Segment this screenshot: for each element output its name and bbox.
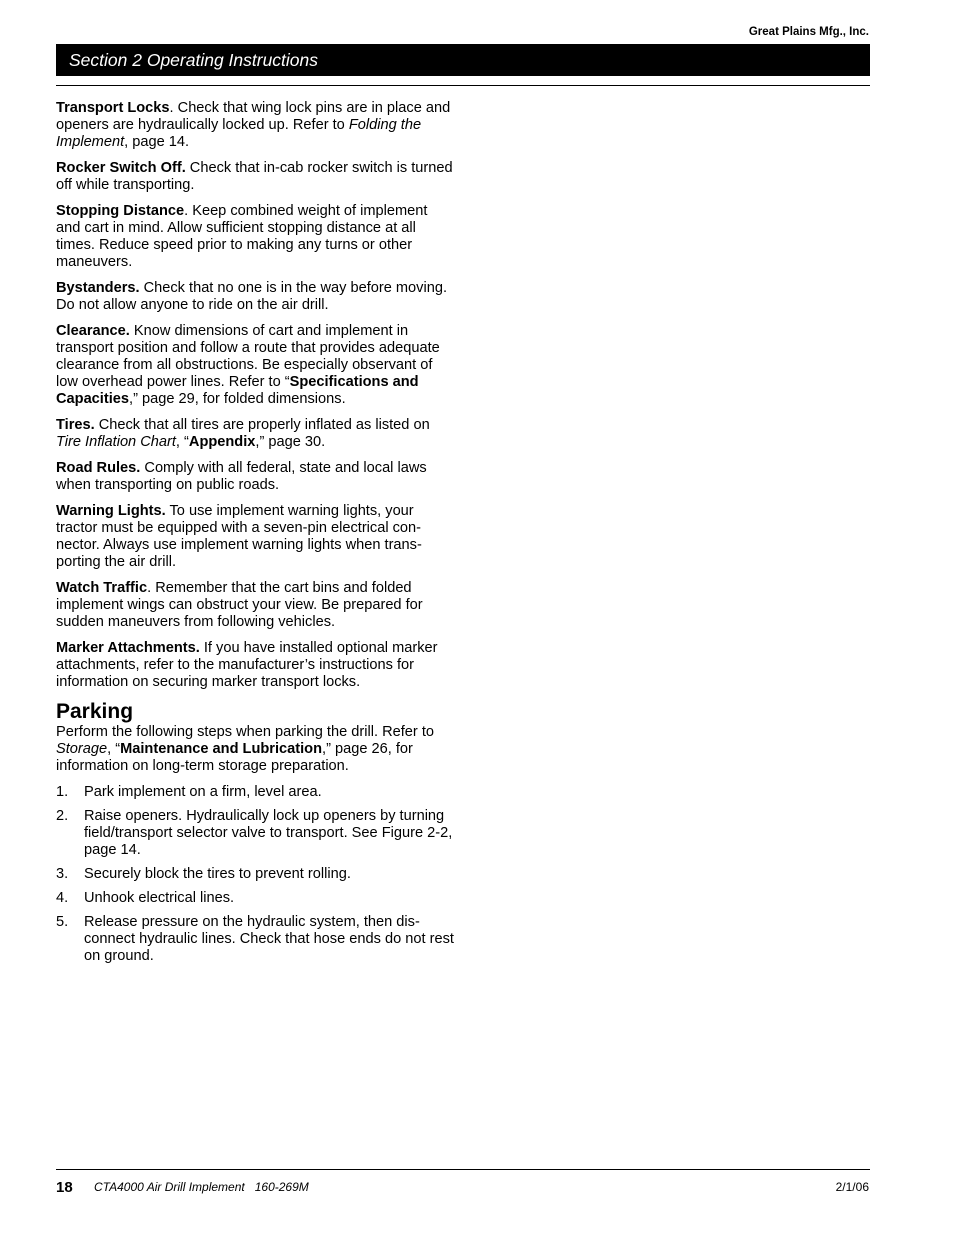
transport-rule — [56, 417, 454, 451]
transport-rule — [56, 100, 454, 151]
transport-rule — [56, 580, 454, 631]
parking-step — [56, 808, 454, 859]
step-text: Unhook electrical lines. — [84, 890, 235, 906]
text-run: , “ — [107, 741, 121, 757]
transport-rules — [56, 100, 454, 691]
text-column — [56, 100, 454, 972]
parking-step — [56, 914, 454, 965]
section-title: Section 2 Operating Instructions — [69, 50, 319, 70]
transport-rule — [56, 280, 454, 314]
rule-term: Bystanders. — [56, 280, 140, 296]
rule-term: Transport Locks — [56, 100, 170, 116]
reference-italic: Folding the Implement — [56, 117, 422, 150]
transport-rule — [56, 160, 454, 194]
text-run: Check that no one is in the way before moving. Do not allow anyone to ride on the air drill. — [56, 280, 447, 313]
rule-term: Tires. — [56, 417, 95, 433]
step-number: 1. — [56, 784, 69, 800]
parking-step — [56, 784, 454, 801]
parking-heading: Parking — [56, 700, 134, 723]
footer-rule — [56, 1169, 870, 1170]
text-run: Perform the following steps when parking the drill. Refer to — [56, 724, 434, 740]
transport-rule — [56, 503, 454, 571]
section-title-bar — [56, 44, 870, 76]
header-rule — [56, 85, 870, 86]
footer-title — [94, 1180, 309, 1194]
text-run: To use implement warning lights, your tractor must be equipped with a seven-pin electrical connector. Always use implement warning lights when transporting the air drill. — [56, 503, 422, 570]
transport-rule — [56, 323, 454, 408]
rule-term: Stopping Distance — [56, 203, 185, 219]
step-number: 5. — [56, 914, 69, 930]
transport-rule — [56, 203, 454, 271]
footer-date: 2/1/06 — [835, 1180, 869, 1194]
text-run: . Check that wing lock pins are in place and openers are hydraulically locked up. Refer to — [56, 100, 451, 133]
rule-term: Rocker Switch Off. — [56, 160, 186, 176]
step-text: Park implement on a firm, level area. — [84, 784, 322, 800]
page-number: 18 — [56, 1179, 73, 1196]
company-name: Great Plains Mfg., Inc. — [748, 26, 869, 38]
text-run: . Keep combined weight of implement and cart in mind. Allow sufficient stopping distance at all times. Reduce speed prior to making any turns or other maneuvers. — [56, 203, 428, 270]
parking-intro — [56, 724, 454, 775]
reference-italic: Storage — [56, 741, 108, 757]
step-number: 3. — [56, 866, 69, 882]
text-run: Comply with all federal, state and local laws when transporting on public roads. — [56, 460, 427, 493]
rule-term: Clearance. — [56, 323, 130, 339]
transport-rule — [56, 640, 454, 691]
step-number: 4. — [56, 890, 69, 906]
reference-bold: Specifications and Capacities — [56, 374, 419, 407]
parking-step — [56, 890, 454, 907]
parking-step — [56, 866, 454, 883]
transport-rule — [56, 460, 454, 494]
reference-bold: Maintenance and Lubrication — [120, 741, 323, 757]
text-run: , page 14. — [124, 134, 190, 150]
text-run: Check that in-cab rocker switch is turned off while transporting. — [56, 160, 453, 193]
text-run: . Remember that the cart bins and folded implement wings can obstruct your view. Be prepared for sudden maneuvers from following vehicles. — [56, 580, 423, 630]
text-run: Know dimensions of cart and implement in transport position and follow a route that provides adequate clearance from all obstructions. Be especially observant of low overhead power lines. Refer to “ — [56, 323, 440, 390]
text-run: ,” page 26, for information on long-term storage preparation. — [56, 741, 413, 774]
reference-italic: Tire Inflation Chart — [56, 434, 176, 450]
step-number: 2. — [56, 808, 69, 824]
text-run: Check that all tires are properly inflated as listed on — [94, 417, 430, 433]
text-run: If you have installed optional marker attachments, refer to the manufacturer’s instructions for information on securing marker transport locks. — [56, 640, 438, 690]
rule-term: Watch Traffic — [56, 580, 148, 596]
step-text: Securely block the tires to prevent rolling. — [84, 866, 351, 882]
rule-term: Road Rules. — [56, 460, 141, 476]
part-number: 160-269M — [254, 1180, 309, 1194]
step-text: Raise openers. Hydraulically lock up openers by turning field/transport selector valve to transport. See Figure 2-2, page 14. — [84, 808, 453, 858]
manual-title: CTA4000 Air Drill Implement — [94, 1180, 245, 1194]
parking-steps — [56, 784, 454, 965]
text-run: , “ — [175, 434, 189, 450]
step-text: Release pressure on the hydraulic system, then disconnect hydraulic lines. Check that hose ends do not rest on ground. — [84, 914, 454, 964]
reference-bold: Appendix — [188, 434, 256, 450]
rule-term: Marker Attachments. — [56, 640, 200, 656]
rule-term: Warning Lights. — [56, 503, 166, 519]
text-run: ,” page 29, for folded dimensions. — [129, 391, 346, 407]
text-run: ,” page 30. — [255, 434, 326, 450]
